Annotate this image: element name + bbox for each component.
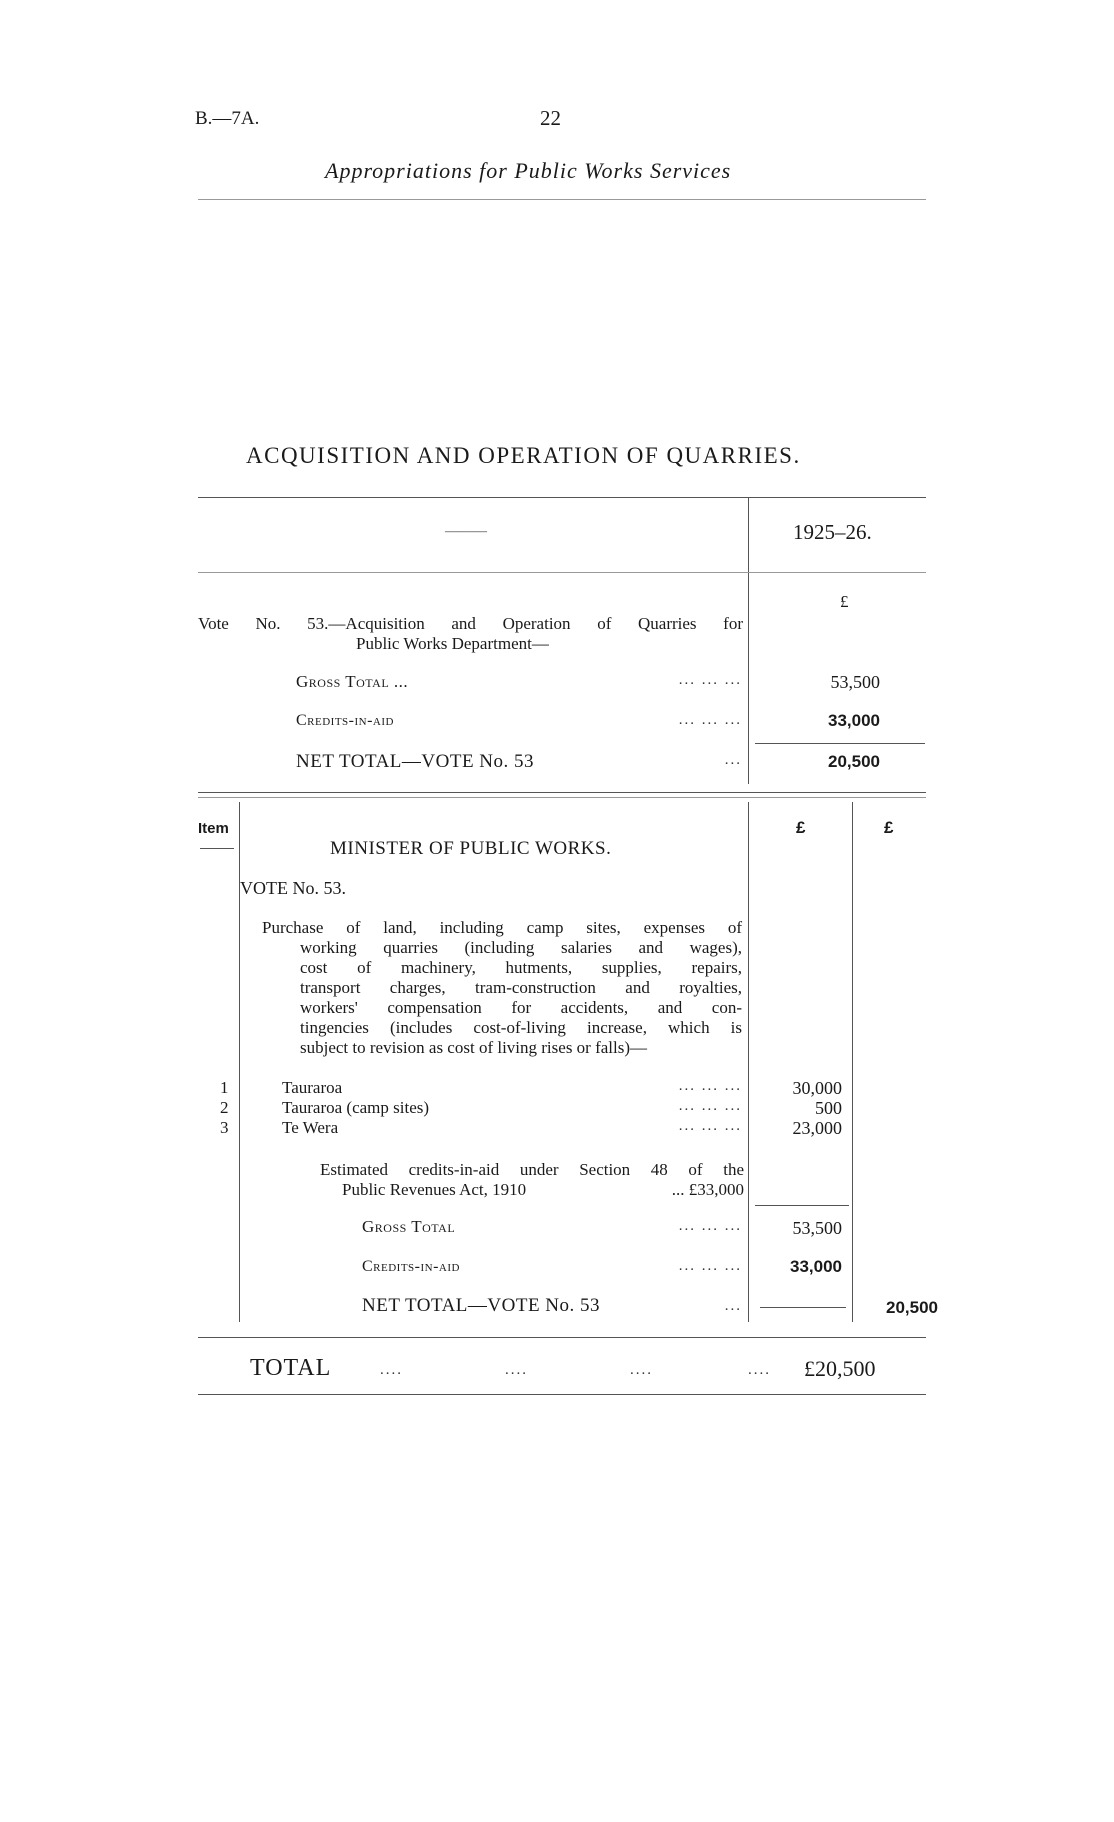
summary-gross-dots: ... ... ...: [678, 672, 742, 688]
summary-credits-label: Credits-in-aid: [296, 712, 394, 729]
detail-currency-1: £: [796, 818, 806, 837]
detail-gross-total-label: Gross Total: [362, 1217, 456, 1236]
detail-amount1-column-divider: [748, 802, 749, 1322]
grand-total-dots: ....: [748, 1362, 771, 1378]
grand-total-dots: ....: [380, 1362, 403, 1378]
summary-header-dash: ———: [445, 524, 487, 539]
item-dots: ... ... ...: [678, 1118, 742, 1134]
detail-net-total-value: 20,500: [886, 1298, 938, 1317]
item-row: [198, 1098, 848, 1119]
detail-item-header: Item: [198, 820, 229, 837]
item-dots: ... ... ...: [678, 1078, 742, 1094]
document-reference: B.—7A.: [195, 108, 260, 129]
purpose-line: subject to revision as cost of living rises or falls)—: [300, 1038, 648, 1057]
detail-credits-label: Credits-in-aid: [362, 1258, 460, 1275]
detail-net-dash: [760, 1307, 846, 1308]
purpose-line: workers' compensation for accidents, and con-: [300, 998, 742, 1017]
summary-net-dots: ...: [724, 752, 742, 768]
detail-item-header-rule: [200, 848, 234, 849]
summary-net-total-value: 20,500: [828, 752, 880, 771]
summary-top-rule: [198, 497, 926, 498]
detail-currency-2: £: [884, 818, 894, 837]
item-amount: 23,000: [792, 1118, 842, 1138]
item-dots: ... ... ...: [678, 1098, 742, 1114]
item-number: 3: [220, 1118, 229, 1137]
credits-note: [320, 1160, 744, 1200]
summary-vote-description: [198, 614, 743, 654]
grand-total-value: £20,500: [804, 1356, 876, 1381]
summary-header-rule: [198, 572, 926, 573]
summary-vote-line-2: Public Works Department—: [356, 634, 549, 653]
detail-net-total-label: NET TOTAL—VOTE No. 53: [362, 1295, 601, 1316]
page-number: 22: [540, 106, 561, 130]
detail-vote-heading: VOTE No. 53.: [240, 878, 346, 898]
credits-note-line-2: Public Revenues Act, 1910: [342, 1180, 527, 1199]
grand-total-label: TOTAL: [250, 1355, 332, 1381]
item-number: 1: [220, 1078, 229, 1097]
detail-purpose-paragraph: [262, 918, 742, 1058]
purpose-line: cost of machinery, hutments, supplies, repairs,: [300, 958, 742, 977]
header-rule: [198, 199, 926, 200]
detail-bottom-rule: [198, 1337, 926, 1338]
detail-gross-dots: ... ... ...: [678, 1218, 742, 1234]
purpose-line: Purchase of land, including camp sites, expenses of: [262, 918, 742, 937]
summary-column-divider: [748, 497, 749, 784]
grand-total-dots: ....: [630, 1362, 653, 1378]
grand-total-dots: ....: [505, 1362, 528, 1378]
summary-gross-total-value: 53,500: [830, 672, 880, 692]
detail-credits-dots: ... ... ...: [678, 1258, 742, 1274]
summary-credits-dots: ... ... ...: [678, 712, 742, 728]
summary-gross-total-label: Gross Total ...: [296, 672, 409, 691]
purpose-line: transport charges, tram-construction and royalties,: [300, 978, 742, 997]
detail-gross-rule: [755, 1205, 849, 1206]
item-name: Tauraroa: [282, 1078, 343, 1097]
summary-bottom-rule: [198, 792, 926, 793]
summary-bottom-rule-2: [198, 797, 926, 798]
detail-gross-total-value: 53,500: [792, 1218, 842, 1238]
item-row: [198, 1118, 848, 1139]
detail-minister-heading: MINISTER OF PUBLIC WORKS.: [330, 838, 612, 859]
summary-vote-line-1: Vote No. 53.—Acquisition and Operation of Quarries for: [198, 614, 743, 633]
summary-net-rule: [755, 743, 925, 744]
credits-note-line-1: Estimated credits-in-aid under Section 48 of the: [320, 1160, 744, 1179]
summary-credits-value: 33,000: [828, 711, 880, 730]
purpose-line: working quarries (including salaries and wages),: [300, 938, 742, 957]
detail-amount2-column-divider: [852, 802, 853, 1322]
item-amount: 500: [815, 1098, 842, 1118]
summary-net-total-label: NET TOTAL—VOTE No. 53: [296, 751, 535, 772]
purpose-line: tingencies (includes cost-of-living increase, which is: [300, 1018, 742, 1037]
running-title: Appropriations for Public Works Services: [325, 158, 732, 183]
detail-credits-value: 33,000: [790, 1257, 842, 1276]
grand-total-rule: [198, 1394, 926, 1395]
detail-net-dots: ...: [724, 1298, 742, 1314]
item-number: 2: [220, 1098, 229, 1117]
item-row: [198, 1078, 848, 1099]
summary-year-header: 1925–26.: [793, 520, 872, 544]
item-name: Te Wera: [282, 1118, 339, 1137]
item-name: Tauraroa (camp sites): [282, 1098, 430, 1117]
summary-currency: £: [840, 592, 849, 611]
credits-note-amount: ... £33,000: [671, 1180, 744, 1199]
page-title: ACQUISITION AND OPERATION OF QUARRIES.: [246, 443, 801, 468]
item-amount: 30,000: [792, 1078, 842, 1098]
